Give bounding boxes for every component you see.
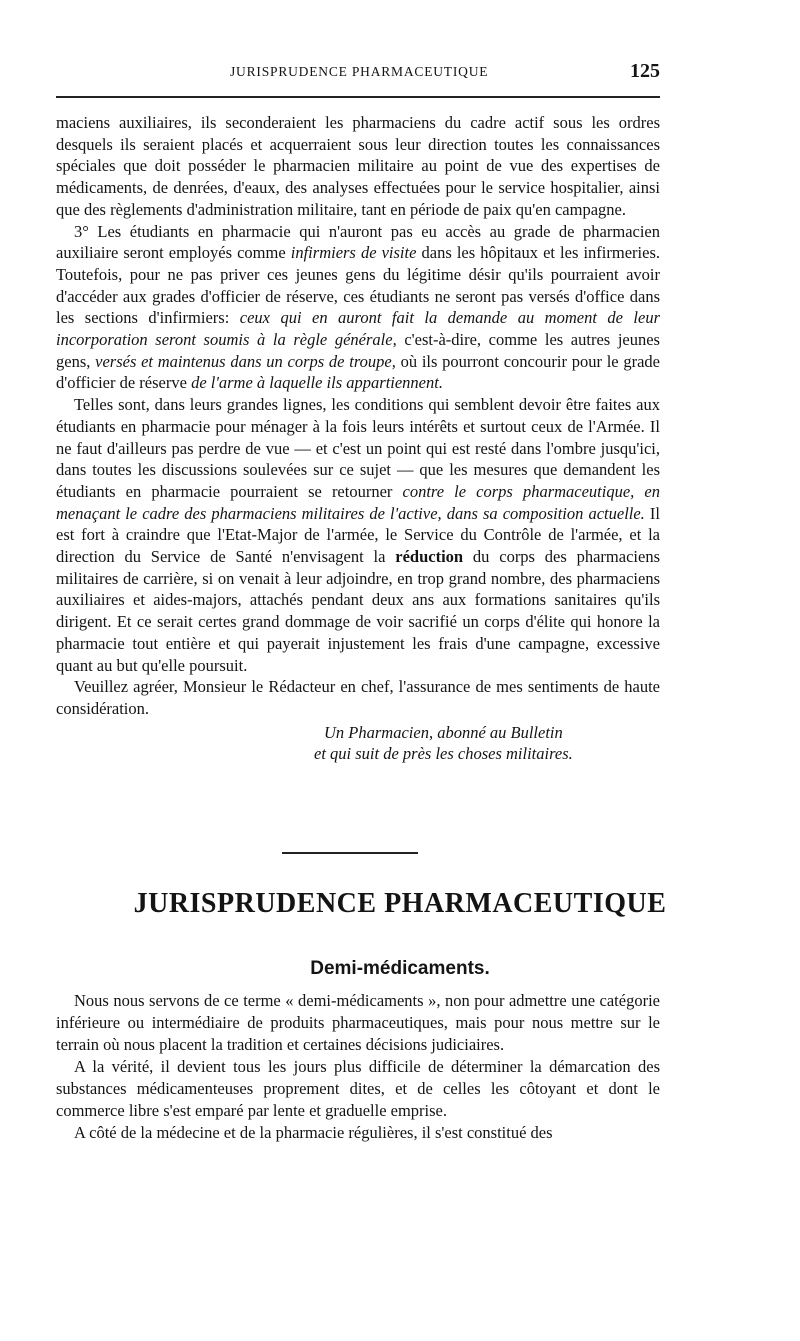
running-header (56, 62, 660, 86)
running-title: JURISPRUDENCE PHARMACEUTIQUE (230, 64, 489, 79)
text-run: Telles sont, dans leurs grandes lignes, les conditions qui semblent devoir être faites aux étudiants en pharmacie pour ménager à la fois leurs intérêts et surtout ceux de l'Armée. Il ne faut d'ailleurs pas perdre de vue — et c'est un point qui est resté dans l'ombre jusqu'ici, dans toutes les discussions soulevées sur ce sujet — que les mesures que demandent les étudiants en pharmacie pourraient se retourner (56, 395, 660, 501)
section-paragraph-3: A côté de la médecine et de la pharmacie régulières, il s'est constitué des (74, 1123, 553, 1142)
letter-paragraph-4: Veuillez agréer, Monsieur le Rédacteur en chef, l'assurance de mes sentiments de haute considération. (56, 677, 660, 718)
text-run: 3° Les étudiants en pharmacie qui n'auront pas eu accès au grade de pharmacien auxiliaire seront employés comme (56, 221, 660, 263)
italic-run: contre le corps pharmaceutique, en menaçant le cadre des pharmaciens militaires de l'active, dans sa composition actuelle. (56, 481, 660, 523)
section-paragraph-1: Nous nous servons de ce terme « demi-médicaments », non pour admettre une catégorie inférieure ou intermédiaire de produits pharmaceutiques, mais pour nous mettre sur le terrain où nous placent la tradition et certaines décisions judiciaires. (56, 991, 660, 1054)
header-rule (56, 96, 660, 98)
section-subtitle: Demi-médicaments. (310, 958, 490, 979)
text-run: dans les hôpitaux et les infirmeries. Toutefois, pour ne pas priver ces jeunes gens du légitime désir qu'ils pourraient avoir d'accéder aux grades d'officier de réserve, ces étudiants ne seront pas versés d'office dans les sections d'infirmiers: (56, 243, 660, 328)
italic-run: ceux qui en auront fait la demande au moment de leur incorporation seront soumis à la règle générale, (56, 308, 661, 350)
signature-line-2: et qui suit de près les choses militaires. (314, 744, 573, 764)
signature (56, 722, 660, 765)
section-separator (282, 852, 418, 854)
text-run: Il est fort à craindre que l'Etat-Major de l'armée, le Service du Contrôle de l'armée, et la direction du Service de Santé n'envisagent la (56, 503, 660, 567)
section-title: JURISPRUDENCE PHARMACEUTIQUE (133, 888, 667, 919)
section-body (56, 990, 660, 1144)
section-paragraph-2: A la vérité, il devient tous les jours plus difficile de déterminer la démarcation des substances médicamenteuses proprement dites, et de celles les côtoyant et dont le commerce libre s'est emparé par lente et graduelle emprise. (56, 1057, 660, 1120)
letter-paragraph-1: maciens auxiliaires, ils seconderaient les pharmaciens du cadre actif sous les ordres desquels ils seraient placés et acquerraient sous leur direction toutes les connaissances spéciales que doit posséder le pharmacien militaire au point de vue des expertises de médicaments, de denrées, d'eaux, des analyses effectuées pour le service hospitalier, ainsi que des règlements d'administration militaire, tant en période de paix qu'en campagne. (56, 113, 660, 219)
text-run: c'est-à-dire, comme les autres jeunes gens, (56, 330, 660, 371)
letter-body (56, 112, 660, 765)
italic-run: de l'arme à laquelle ils appartiennent. (191, 373, 443, 393)
page-number: 125 (630, 60, 660, 82)
signature-line-1: Un Pharmacien, abonné au Bulletin (324, 722, 563, 742)
letter-paragraph-2 (56, 221, 660, 395)
text-run: du corps des pharmaciens militaires de carrière, si on venait à leur adjoindre, en trop grand nombre, des pharmaciens auxiliaires et aides-majors, attachés pendant deux ans aux formations sanitaires qu'ils dirigent. Et ce serait certes grand dommage de voir sacrifié un corps d'élite qui honore la pharmacie tout entière et qui payerait injustement les frais d'une campagne, excessive quant au but qu'elle poursuit. (56, 547, 660, 675)
text-run: où ils pourront concourir pour le grade d'officier de réserve (56, 351, 660, 393)
italic-run: infirmiers de visite (290, 243, 417, 263)
letter-paragraph-3 (56, 394, 660, 676)
italic-run: versés et maintenus dans un corps de troupe, (95, 351, 396, 371)
bold-run: réduction (395, 547, 464, 567)
